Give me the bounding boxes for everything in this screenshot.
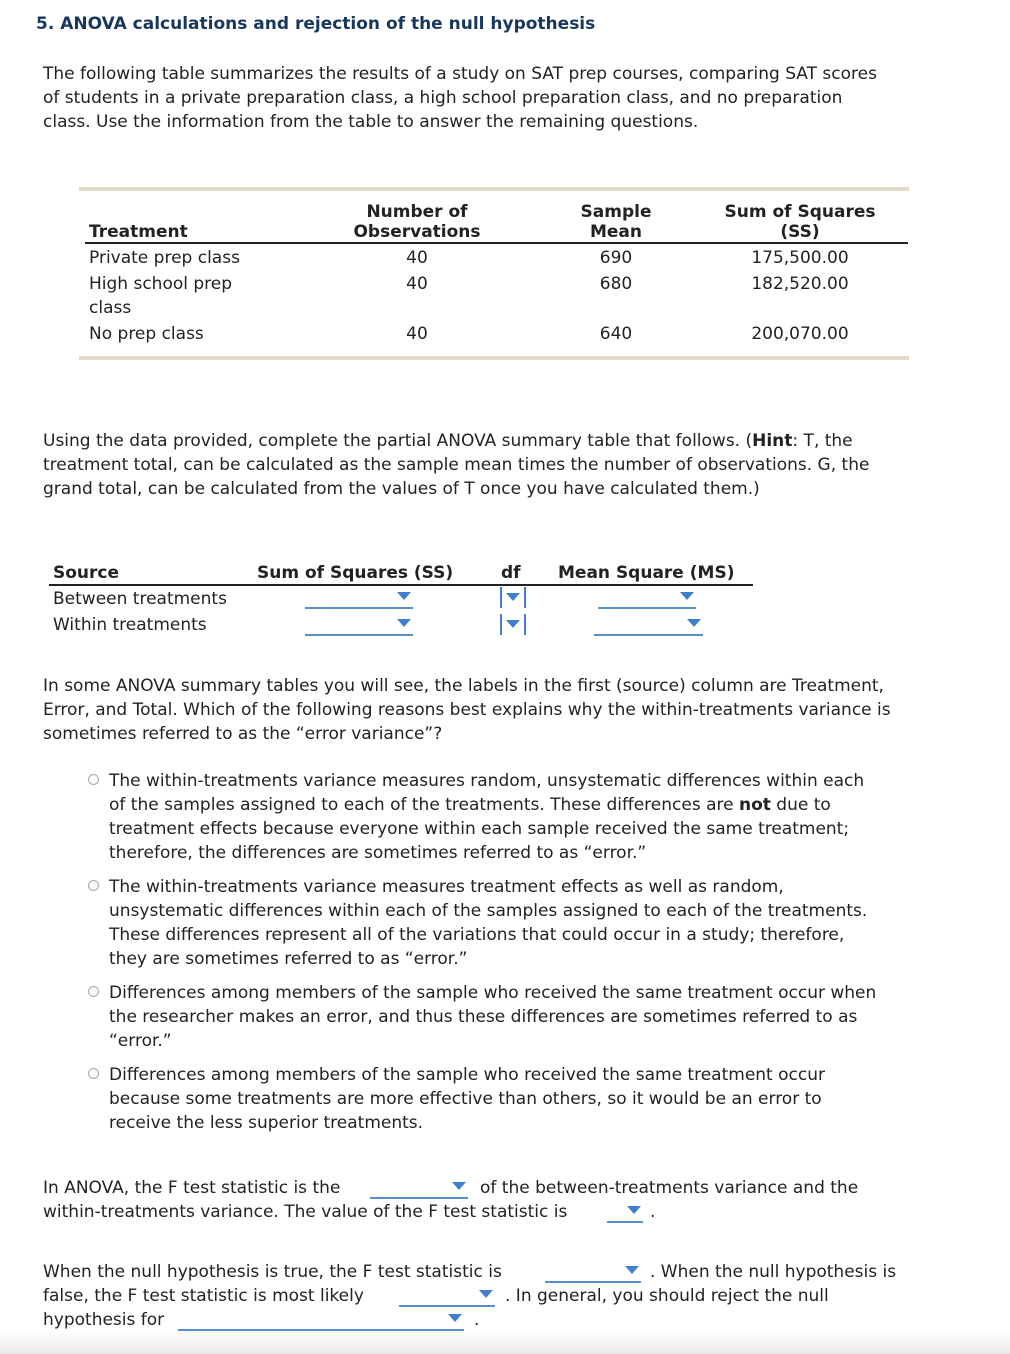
option-line: “error.” xyxy=(109,1031,172,1051)
ms-within-dropdown[interactable] xyxy=(594,614,703,636)
anova-header-source: Source xyxy=(53,563,120,583)
f-value-dropdown[interactable] xyxy=(607,1201,643,1223)
nh-text: . In general, you should reject the null xyxy=(505,1286,829,1306)
option-line: receive the less superior treatments. xyxy=(109,1113,424,1133)
ms-between-dropdown[interactable] xyxy=(598,587,696,609)
option-line: unsystematic differences within each of the samples assigned to each of the treatments. xyxy=(109,901,868,921)
row-treatment: No prep class xyxy=(89,324,204,344)
chevron-down-icon xyxy=(397,619,411,627)
row-mean: 680 xyxy=(599,274,633,294)
chevron-down-icon xyxy=(479,1290,493,1298)
option-line: Differences among members of the sample who received the same treatment occur when xyxy=(109,983,877,1003)
table-bottom-rule xyxy=(79,356,909,360)
chevron-down-icon xyxy=(680,592,694,600)
row-treatment: High school prep xyxy=(89,274,233,294)
header-n-line1: Number of xyxy=(366,202,468,222)
row-treatment-cont: class xyxy=(89,298,132,318)
df-between-dropdown[interactable] xyxy=(500,587,526,609)
option-line: therefore, the differences are sometimes referred to as “error.” xyxy=(109,843,647,863)
anova-source-between: Between treatments xyxy=(53,589,227,609)
df-within-dropdown[interactable] xyxy=(500,614,526,636)
radio-button[interactable] xyxy=(88,986,99,997)
f-text: within-treatments variance. The value of the F test statistic is xyxy=(43,1202,568,1222)
row-mean: 690 xyxy=(599,248,633,268)
option-text xyxy=(109,875,919,971)
null-true-dropdown[interactable] xyxy=(545,1261,641,1283)
chevron-down-icon xyxy=(627,1206,641,1214)
anova-source-within: Within treatments xyxy=(53,615,207,635)
option-line: The within-treatments variance measures random, unsystematic differences within each xyxy=(109,771,865,791)
nh-text: hypothesis for xyxy=(43,1310,165,1330)
hint-label: Hint xyxy=(752,431,793,451)
intro-line: of students in a private preparation class, a high school preparation class, and no preparation xyxy=(43,88,843,108)
row-n: 40 xyxy=(406,274,428,294)
chevron-down-icon xyxy=(397,592,411,600)
row-treatment: Private prep class xyxy=(89,248,240,268)
ss-between-dropdown[interactable] xyxy=(305,587,413,609)
f-text: of the between-treatments variance and the xyxy=(480,1178,859,1198)
nh-text: . When the null hypothesis is xyxy=(650,1262,897,1282)
bottom-fade xyxy=(0,1330,1010,1354)
option-line: Differences among members of the sample who received the same treatment occur xyxy=(109,1065,825,1085)
anova-header-ms: Mean Square (MS) xyxy=(558,563,735,583)
reject-dropdown[interactable] xyxy=(178,1309,464,1331)
row-ss: 200,070.00 xyxy=(751,324,849,344)
option-bold-text: not xyxy=(738,795,771,815)
header-n-line2: Observations xyxy=(353,222,481,242)
option-text xyxy=(109,1063,919,1135)
question-line: In some ANOVA summary tables you will see, the labels in the first (source) column are Treatment, xyxy=(43,676,884,696)
dropdown-edge xyxy=(524,587,526,608)
header-mean-line2: Mean xyxy=(589,222,643,242)
anova-header-ss: Sum of Squares (SS) xyxy=(257,563,454,583)
table-top-rule xyxy=(79,187,909,191)
chevron-down-icon xyxy=(452,1182,466,1190)
header-treatment: Treatment xyxy=(89,222,188,242)
option-line: These differences represent all of the variations that could occur in a study; therefore, xyxy=(109,925,845,945)
page-title: 5. ANOVA calculations and rejection of the null hypothesis xyxy=(36,14,596,34)
chevron-down-icon xyxy=(506,620,520,628)
option-line xyxy=(109,793,919,817)
null-false-dropdown[interactable] xyxy=(399,1285,495,1307)
option-text xyxy=(109,981,919,1053)
intro-line: class. Use the information from the table to answer the remaining questions. xyxy=(43,112,699,132)
option-line: treatment effects because everyone within each sample received the same treatment; xyxy=(109,819,850,839)
instructions-line xyxy=(43,429,963,453)
anova-header-df: df xyxy=(501,563,521,583)
radio-button[interactable] xyxy=(88,1068,99,1079)
nh-text: . xyxy=(474,1310,480,1330)
chevron-down-icon xyxy=(625,1266,639,1274)
radio-button[interactable] xyxy=(88,774,99,785)
dropdown-edge xyxy=(500,614,502,635)
instructions-text: Using the data provided, complete the partial ANOVA summary table that follows. ( xyxy=(43,431,753,451)
instructions-text: : T, the xyxy=(792,431,853,451)
option-line: they are sometimes referred to as “error.” xyxy=(109,949,468,969)
radio-button[interactable] xyxy=(88,880,99,891)
option-line: The within-treatments variance measures treatment effects as well as random, xyxy=(109,877,784,897)
option-text-part: due to xyxy=(770,795,831,815)
option-text xyxy=(109,769,919,865)
instructions-line: grand total, can be calculated from the values of T once you have calculated them.) xyxy=(43,479,760,499)
anova-header-rule xyxy=(49,584,753,586)
chevron-down-icon xyxy=(448,1314,462,1322)
question-line: sometimes referred to as the “error variance”? xyxy=(43,724,443,744)
instructions-line: treatment total, can be calculated as the sample mean times the number of observations. G, the xyxy=(43,455,870,475)
question-line: Error, and Total. Which of the following reasons best explains why the within-treatments variance is xyxy=(43,700,891,720)
ratio-dropdown[interactable] xyxy=(370,1177,468,1199)
header-ss-line2: (SS) xyxy=(780,222,820,242)
option-line: the researcher makes an error, and thus these differences are sometimes referred to as xyxy=(109,1007,858,1027)
row-mean: 640 xyxy=(599,324,633,344)
intro-line: The following table summarizes the results of a study on SAT prep courses, comparing SAT scores xyxy=(43,64,877,84)
header-ss-line1: Sum of Squares xyxy=(724,202,876,222)
option-line: because some treatments are more effective than others, so it would be an error to xyxy=(109,1089,822,1109)
f-text: In ANOVA, the F test statistic is the xyxy=(43,1178,341,1198)
row-n: 40 xyxy=(406,248,428,268)
chevron-down-icon xyxy=(687,619,701,627)
row-ss: 175,500.00 xyxy=(751,248,849,268)
row-ss: 182,520.00 xyxy=(751,274,849,294)
nh-text: false, the F test statistic is most likely xyxy=(43,1286,364,1306)
table-header-rule xyxy=(85,242,908,244)
dropdown-edge xyxy=(500,587,502,608)
option-text-part: of the samples assigned to each of the treatments. These differences are xyxy=(109,795,739,815)
chevron-down-icon xyxy=(506,593,520,601)
dropdown-edge xyxy=(524,614,526,635)
header-mean-line1: Sample xyxy=(580,202,652,222)
f-text: . xyxy=(650,1202,656,1222)
row-n: 40 xyxy=(406,324,428,344)
ss-within-dropdown[interactable] xyxy=(305,614,413,636)
nh-text: When the null hypothesis is true, the F test statistic is xyxy=(43,1262,502,1282)
